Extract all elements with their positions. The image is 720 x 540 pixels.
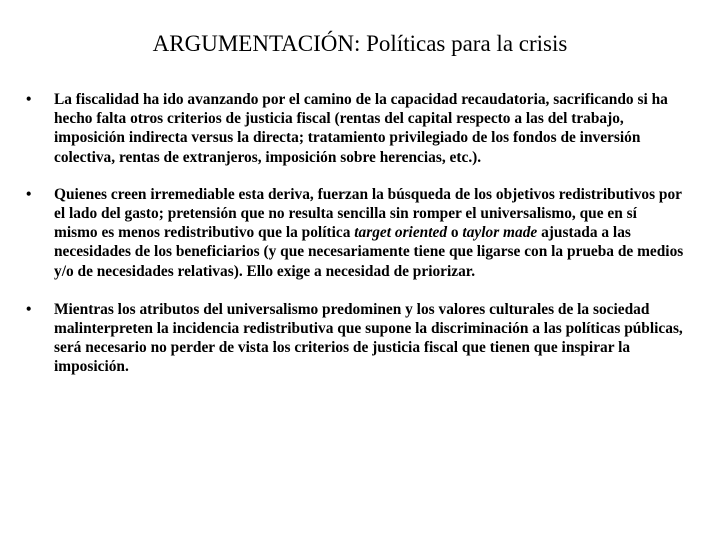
bullet-text [54, 186, 683, 280]
bullet-text-part: ajustada a las necesidades de los beneficiarios (y que necesariamente tiene que ligarse con la prueba de medios y/o de necesidades relativas). Ello exige a necesidad de priorizar. [54, 224, 684, 280]
bullet-item [24, 300, 684, 377]
bullet-item [24, 90, 684, 167]
bullet-text-part: Quienes creen irremediable esta deriva, fuerzan la búsqueda de los objetivos redistributivos por el lado del gasto; pretensión que no resulta sencilla sin romper el universalismo, que en sí mismo es menos redistributivo que la política [54, 185, 682, 242]
bullet-text-part: o [447, 224, 463, 242]
italic-term: target oriented [354, 224, 448, 242]
bullet-item [24, 185, 684, 281]
bullet-text: Mientras los atributos del universalismo predominen y los valores culturales de la sociedad malinterpreten la incidencia redistributiva que supone la discriminación a las políticas públicas, será necesario no perder de vista los criterios de justicia fiscal que tienen que inspirar la imposición. [54, 300, 683, 376]
bullet-icon: • [26, 185, 32, 203]
italic-term: taylor made [462, 224, 538, 242]
bullet-icon: • [26, 300, 32, 318]
slide-title: ARGUMENTACIÓN: Políticas para la crisis [152, 31, 568, 56]
bullet-list [24, 90, 684, 395]
bullet-icon: • [26, 91, 32, 108]
bullet-text: La fiscalidad ha ido avanzando por el camino de la capacidad recaudatoria, sacrificando si ha hecho falta otros criterios de justicia fiscal (rentas del capital respecto a las del trabajo, imposición indirecta versus la directa; tratamiento privilegiado de los fondos de inversión colectiva, rentas de extranjeros, imposición sobre herencias, etc.). [54, 91, 668, 166]
